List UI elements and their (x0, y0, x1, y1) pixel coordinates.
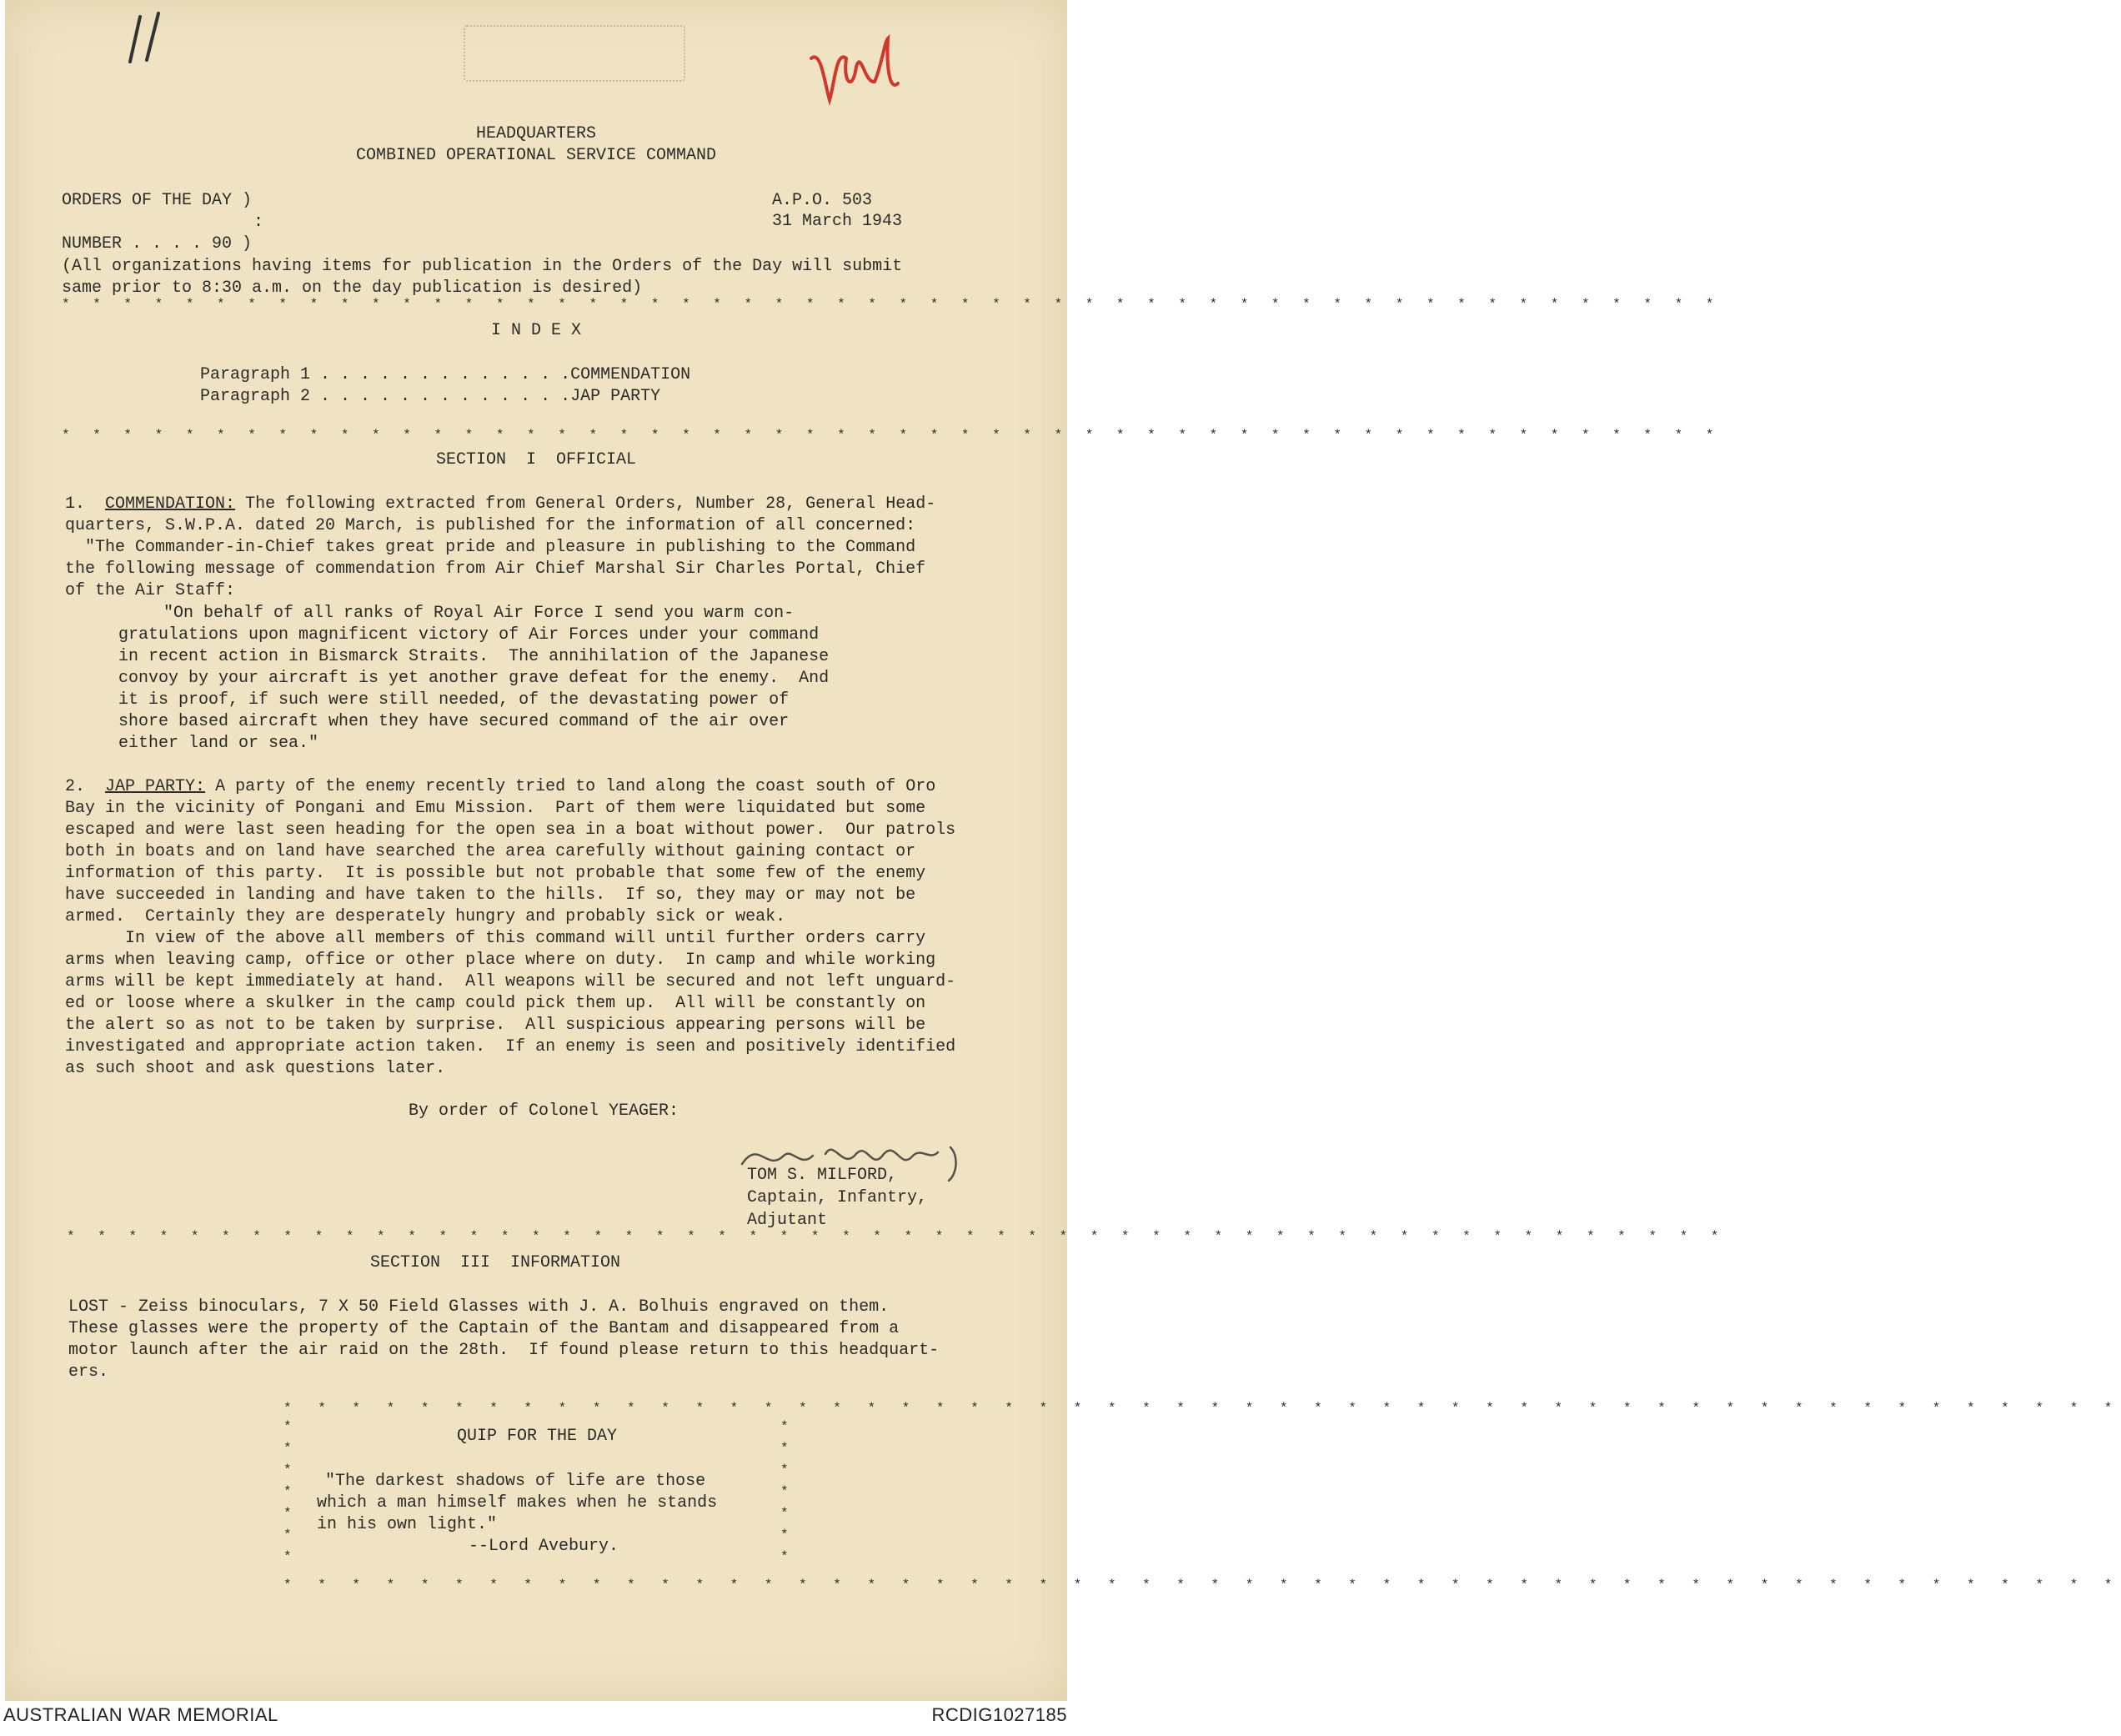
signatory-rank: Captain, Infantry, (747, 1188, 928, 1207)
para-line: have succeeded in landing and have taken to the hills. If so, they may or may not be (65, 886, 916, 905)
faded-stamp (464, 25, 685, 82)
orders-number: NUMBER . . . . 90 ) (62, 234, 253, 253)
star-divider: * * * * * * * * * * * * * * * * * * * * * * * * * * * * * * * * * * * * * * * * * * * * * * * * * * * * * * (67, 1229, 1727, 1244)
para-line: information of this party. It is possible but not probable that some few of the enemy (65, 864, 926, 883)
para-line: of the Air Staff: (65, 581, 236, 600)
red-pencil-initials (805, 33, 905, 117)
quip-line: which a man himself makes when he stands (317, 1493, 718, 1513)
signatory-role: Adjutant (747, 1211, 828, 1230)
star-divider: * * * * * * * * * * * * * * * * * * * * * * * * * * * * * * * * * * * * * * * * * * * * * * * * * * * * * * (62, 297, 1722, 312)
footer-institution: AUSTRALIAN WAR MEMORIAL (3, 1704, 278, 1725)
para-line (65, 494, 935, 515)
para-heading: JAP PARTY: (105, 777, 206, 796)
info-line: LOST - Zeiss binoculars, 7 X 50 Field Glasses with J. A. Bolhuis engraved on them. (68, 1297, 890, 1317)
para-line: arms will be kept immediately at hand. All weapons will be secured and not left unguard- (65, 972, 956, 991)
quote-line: "On behalf of all ranks of Royal Air Force I send you warm con- (163, 604, 795, 623)
para-line: arms when leaving camp, office or other place where on duty. In camp and while working (65, 951, 936, 970)
apo-number: A.P.O. 503 (772, 191, 873, 210)
para-line: "The Commander-in-Chief takes great pride and pleasure in publishing to the Command (65, 538, 916, 557)
quip-box (283, 1401, 2121, 1598)
orders-note-line: same prior to 8:30 a.m. on the day publication is desired) (62, 278, 643, 298)
info-line: motor launch after the air raid on the 28th. If found please return to this headquart- (68, 1341, 940, 1360)
section-title: SECTION I OFFICIAL (435, 450, 637, 469)
index-title: I N D E X (490, 321, 582, 340)
star-divider: * * * * * * * * * * * * * * * * * * * * * * * * * * * * * * * * * * * * * * * * * * * * * * * * * * * * * * (62, 428, 1722, 443)
quote-line: it is proof, if such were still needed, of the devastating power of (118, 690, 790, 710)
para-line: quarters, S.W.P.A. dated 20 March, is published for the information of all concerned: (65, 516, 916, 535)
header-subtitle: COMBINED OPERATIONAL SERVICE COMMAND (355, 146, 717, 165)
para-line: ed or loose where a skulker in the camp could pick them up. All will be constantly on (65, 994, 926, 1013)
section-title: SECTION III INFORMATION (370, 1253, 621, 1272)
footer-record-id: RCDIG1027185 (931, 1704, 1067, 1725)
quip-border-bottom: * * * * * * * * * * * * * * * * * * * * * * * * * * * * * * * * * * * * * * * * * * * * * * * * * * * * * * (283, 1578, 2121, 1593)
quote-line: shore based aircraft when they have secured command of the air over (118, 712, 790, 731)
header-title: HEADQUARTERS (475, 124, 597, 143)
quote-line: convoy by your aircraft is yet another grave defeat for the enemy. And (118, 669, 830, 688)
para-line: escaped and were last seen heading for the open sea in a boat without power. Our patrols (65, 820, 956, 840)
para-line: investigated and appropriate action taken. If an enemy is seen and positively identified (65, 1037, 956, 1056)
orders-label: ORDERS OF THE DAY ) (62, 191, 253, 210)
para-line: the following message of commendation from Air Chief Marshal Sir Charles Portal, Chief (65, 559, 926, 579)
para-number: 2. (65, 777, 86, 796)
pencil-mark (125, 10, 192, 68)
signatory-name: TOM S. MILFORD, (747, 1166, 898, 1185)
quip-line: "The darkest shadows of life are those (325, 1472, 706, 1491)
index-entry: Paragraph 2 . . . . . . . . . . . . .JAP PARTY (200, 387, 661, 406)
info-line: ers. (68, 1362, 109, 1382)
quote-line: either land or sea." (118, 734, 319, 753)
quip-border-right: * * * * * * * (780, 1419, 789, 1564)
para-line: both in boats and on land have searched the area carefully without gaining contact or (65, 842, 916, 861)
para-line (65, 776, 935, 798)
quip-border-left: * * * * * * * (283, 1419, 292, 1564)
para-line: the alert so as not to be taken by surprise. All suspicious appearing persons will be (65, 1016, 926, 1035)
order-date: 31 March 1943 (772, 212, 903, 231)
quip-line: in his own light." (317, 1515, 498, 1534)
quip-title: QUIP FOR THE DAY (457, 1427, 618, 1446)
para-line: as such shoot and ask questions later. (65, 1059, 446, 1078)
para-line: armed. Certainly they are desperately hungry and probably sick or weak. (65, 907, 786, 926)
para-text: The following extracted from General Orders, Number 28, General Head- (235, 494, 936, 514)
quip-author: --Lord Avebury. (469, 1537, 619, 1556)
orders-colon: : (253, 213, 264, 232)
para-text: A party of the enemy recently tried to land along the coast south of Oro (205, 777, 936, 796)
by-order-line: By order of Colonel YEAGER: (409, 1101, 679, 1121)
para-number: 1. (65, 494, 86, 514)
index-entry: Paragraph 1 . . . . . . . . . . . . .COMMENDATION (200, 365, 691, 384)
quote-line: in recent action in Bismarck Straits. The annihilation of the Japanese (118, 647, 830, 666)
orders-note-line: (All organizations having items for publication in the Orders of the Day will submit (62, 257, 903, 276)
quote-line: gratulations upon magnificent victory of Air Forces under your command (118, 625, 820, 645)
para-heading: COMMENDATION: (105, 494, 236, 514)
info-line: These glasses were the property of the Captain of the Bantam and disappeared from a (68, 1319, 900, 1338)
quip-border-top: * * * * * * * * * * * * * * * * * * * * * * * * * * * * * * * * * * * * * * * * * * * * * * * * * * * * * * (283, 1401, 2121, 1416)
para-line: Bay in the vicinity of Pongani and Emu Mission. Part of them were liquidated but some (65, 799, 926, 818)
para-line: In view of the above all members of this command will until further orders carry (65, 929, 926, 948)
